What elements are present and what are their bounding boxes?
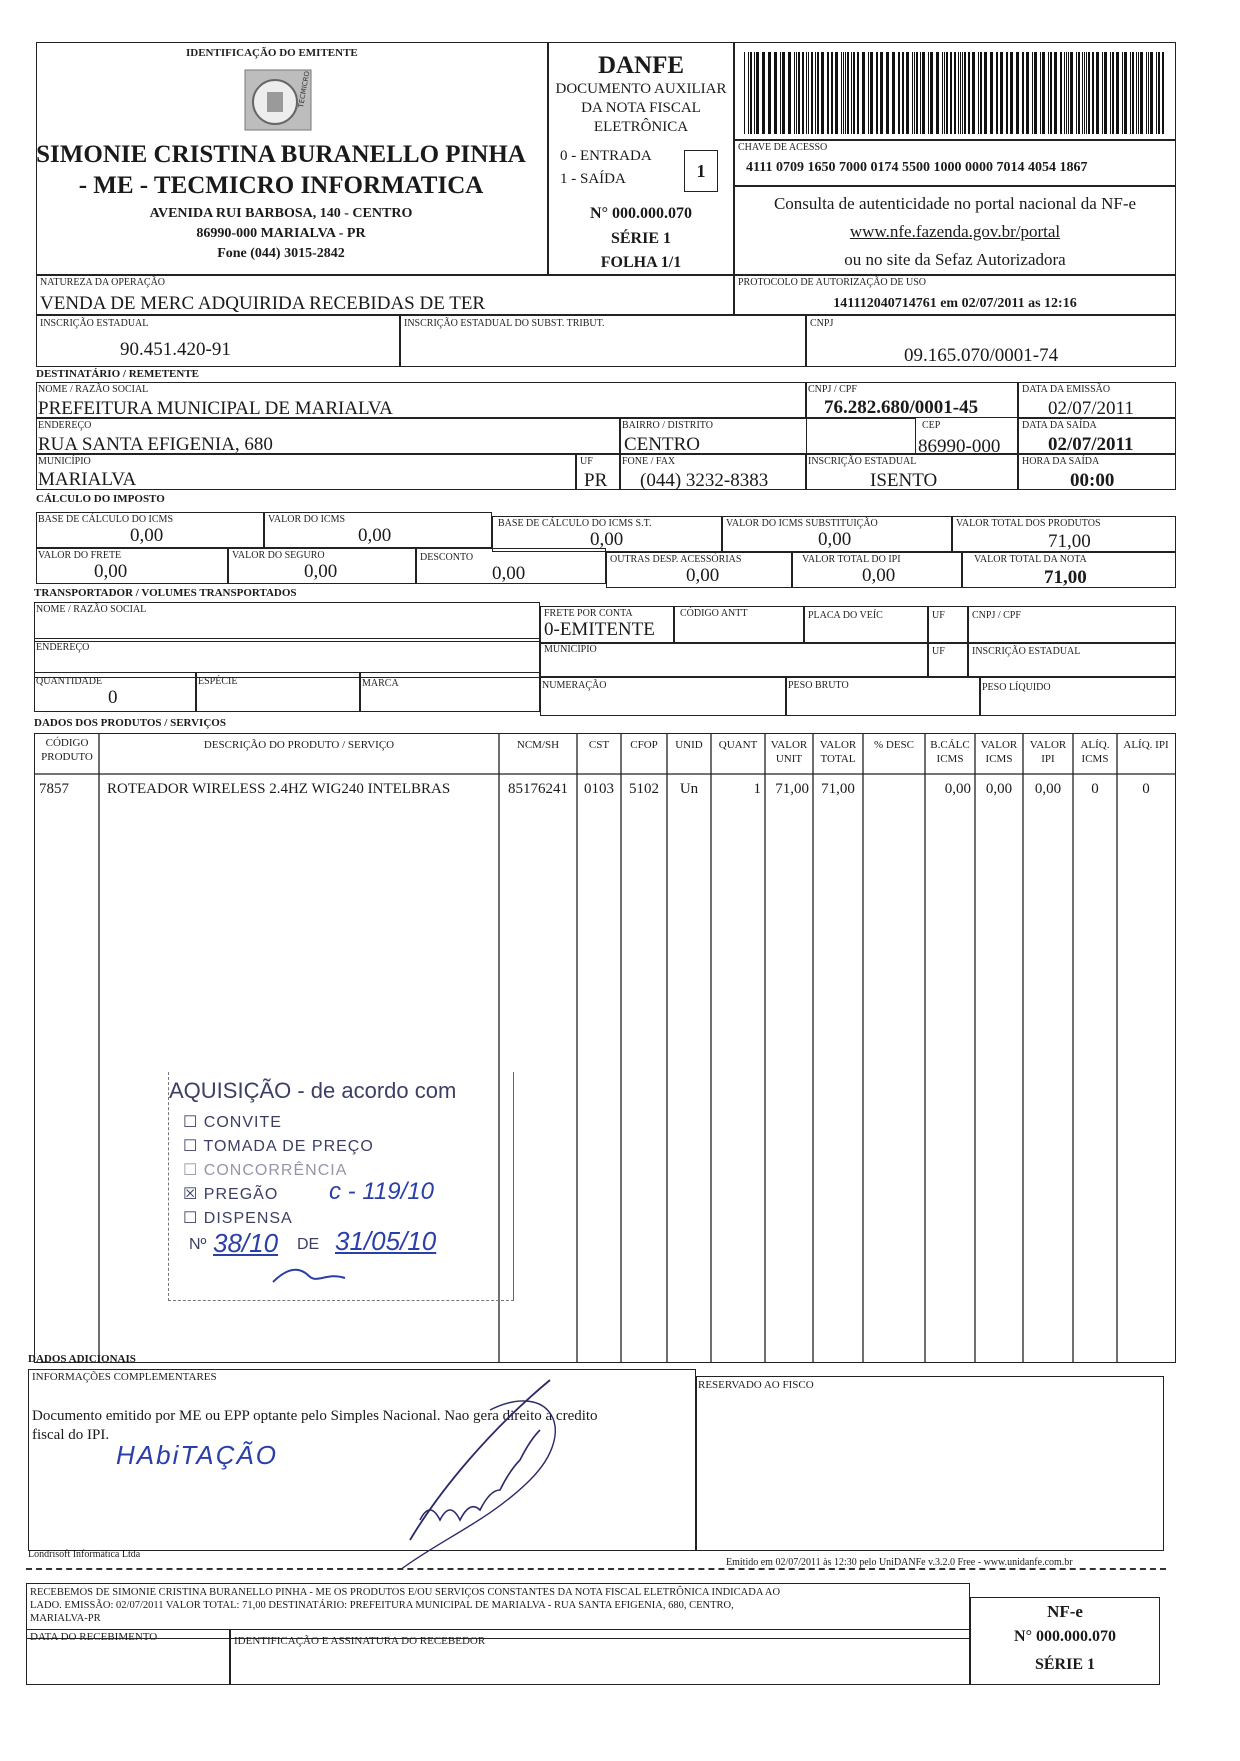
danfe-serie: SÉRIE 1 — [610, 230, 672, 247]
imp-base-icms-label: BASE DE CÁLCULO DO ICMS — [38, 514, 174, 525]
col-ncm: NCM/SH — [516, 739, 560, 751]
barcode-bar — [1040, 52, 1041, 134]
dest-hora-label: HORA DA SAÍDA — [1022, 456, 1100, 467]
table-row-codigo: 7857 — [39, 781, 69, 797]
danfe-numero: N° 000.000.070 — [590, 205, 692, 222]
dest-cnpj-label: CNPJ / CPF — [808, 384, 857, 395]
dest-hora-value: 00:00 — [1070, 470, 1115, 491]
transp-placa-label: PLACA DO VEÍC — [808, 610, 883, 621]
barcode-bar — [928, 52, 929, 134]
emitente-address-line2: 86990-000 MARIALVA - PR — [196, 226, 366, 241]
barcode-bar — [780, 52, 781, 134]
produtos-section: DADOS DOS PRODUTOS / SERVIÇOS — [34, 717, 226, 729]
barcode-bar — [876, 52, 878, 134]
natureza-label: NATUREZA DA OPERAÇÃO — [40, 277, 166, 288]
col-valor-unit: VALOR UNIT — [770, 739, 808, 765]
barcode-bar — [1130, 52, 1131, 134]
company-logo — [243, 68, 313, 132]
col-codigo: CÓDIGO PRODUTO — [41, 737, 93, 763]
table-row-bcalc-icms: 0,00 — [944, 781, 971, 797]
recibo-text3: MARIALVA-PR — [30, 1613, 101, 1624]
barcode-bar — [798, 52, 800, 134]
dest-municipio-label: MUNICÍPIO — [38, 456, 91, 467]
destinatario-section: DESTINATÁRIO / REMETENTE — [36, 368, 199, 380]
transp-frete-value: 0-EMITENTE — [544, 619, 655, 640]
fisco-box — [696, 1376, 1164, 1551]
barcode-bar — [845, 52, 846, 134]
barcode-bar — [821, 52, 824, 134]
emitente-name-line2: - ME - TECMICRO INFORMATICA — [78, 172, 484, 199]
handwritten-signature — [380, 1370, 620, 1570]
barcode-bar — [886, 52, 889, 134]
dest-emissao-label: DATA DA EMISSÃO — [1022, 384, 1111, 395]
barcode-bar — [1156, 52, 1157, 134]
dest-saida-value: 02/07/2011 — [1048, 434, 1134, 455]
recibo-data-label: DATA DO RECEBIMENTO — [30, 1631, 158, 1643]
barcode-bar — [862, 52, 865, 134]
barcode-bar — [1060, 52, 1062, 134]
info-text1: Documento emitido por ME ou EPP optante pelo Simples Nacional. Nao gera direito a credito — [32, 1408, 598, 1424]
barcode-bar — [972, 52, 975, 134]
imp-desconto-label: DESCONTO — [420, 552, 474, 563]
barcode-bar — [1148, 52, 1149, 134]
barcode-bar — [1026, 52, 1029, 134]
imposto-section: CÁLCULO DO IMPOSTO — [36, 493, 165, 505]
dest-nome-value: PREFEITURA MUNICIPAL DE MARIALVA — [38, 398, 393, 419]
imp-total-produtos-label: VALOR TOTAL DOS PRODUTOS — [956, 518, 1101, 529]
consulta-url[interactable]: www.nfe.fazenda.gov.br/portal — [849, 222, 1061, 241]
barcode-bar — [964, 52, 966, 134]
imp-seguro-value: 0,00 — [304, 561, 338, 582]
barcode-bar — [1078, 52, 1080, 134]
barcode-bar — [1096, 52, 1099, 134]
recibo-ident-label: IDENTIFICAÇÃO E ASSINATURA DO RECEBEDOR — [234, 1635, 486, 1647]
barcode-bar — [1122, 52, 1123, 134]
barcode-bar — [946, 52, 948, 134]
barcode-bar — [796, 52, 797, 134]
stamp-opt-concorrencia: ☐ CONCORRÊNCIA — [183, 1162, 348, 1179]
stamp-no-hand: 38/10 — [213, 1228, 279, 1258]
barcode-bar — [756, 52, 759, 134]
barcode-bar — [960, 52, 961, 134]
chave-value: 4111 0709 1650 7000 0174 5500 1000 0000 7014 4054 1867 — [746, 160, 1088, 175]
barcode-bar — [1022, 52, 1024, 134]
emitente-phone: Fone (044) 3015-2842 — [217, 246, 345, 261]
table-row-cfop: 5102 — [629, 781, 659, 797]
imp-desconto-value: 0,00 — [492, 563, 526, 584]
col-unid: UNID — [675, 739, 703, 751]
barcode-bar — [1150, 52, 1153, 134]
ie-label: INSCRIÇÃO ESTADUAL — [40, 318, 149, 329]
barcode-bar — [853, 52, 855, 134]
barcode-bar — [1064, 52, 1065, 134]
barcode-bar — [914, 52, 915, 134]
transp-municipio-label: MUNICÍPIO — [544, 644, 597, 655]
barcode-bar — [1032, 52, 1033, 134]
barcode-bar — [1050, 52, 1052, 134]
chave-label: CHAVE DE ACESSO — [738, 142, 828, 153]
barcode-bar — [831, 52, 833, 134]
transp-numeracao-label: NUMERAÇÃO — [542, 680, 607, 691]
dest-fone-value: (044) 3232-8383 — [640, 470, 769, 491]
barcode-bar — [851, 52, 852, 134]
barcode-bar — [898, 52, 900, 134]
danfe-entrada: 0 - ENTRADA — [560, 148, 652, 164]
barcode-bar — [843, 52, 844, 134]
table-row-valor-icms: 0,00 — [985, 781, 1013, 797]
natureza-value: VENDA DE MERC ADQUIRIDA RECEBIDAS DE TER — [40, 293, 486, 314]
barcode-bar — [920, 52, 921, 134]
barcode-bar — [962, 52, 963, 134]
barcode-bar — [1066, 52, 1067, 134]
table-row-aliq-icms: 0 — [1091, 781, 1099, 797]
transp-nome-label: NOME / RAZÃO SOCIAL — [36, 604, 147, 615]
stamp-signature — [269, 1262, 349, 1292]
imp-total-produtos-value: 71,00 — [1048, 531, 1091, 552]
barcode-bar — [1000, 52, 1003, 134]
imp-valor-st-value: 0,00 — [818, 529, 852, 550]
imp-base-st-label: BASE DE CÁLCULO DO ICMS S.T. — [498, 518, 652, 529]
barcode-bar — [794, 52, 795, 134]
stamp-opt-concorrencia-text: CONCORRÊNCIA — [203, 1162, 348, 1179]
transp-peso-bruto-label: PESO BRUTO — [788, 680, 849, 691]
barcode-bar — [968, 52, 970, 134]
barcode-bar — [950, 52, 952, 134]
cnpj-label: CNPJ — [810, 318, 834, 329]
barcode-bar — [1016, 52, 1019, 134]
barcode-bar — [870, 52, 873, 134]
col-descricao: DESCRIÇÃO DO PRODUTO / SERVIÇO — [203, 739, 395, 751]
table-row-descricao: ROTEADOR WIRELESS 2.4HZ WIG240 INTELBRAS — [107, 781, 451, 797]
dest-municipio-value: MARIALVA — [38, 469, 137, 490]
transp-marca-label: MARCA — [362, 678, 399, 689]
recibo-text1: RECEBEMOS DE SIMONIE CRISTINA BURANELLO PINHA - ME OS PRODUTOS E/OU SERVIÇOS CONSTANTES DA NOTA FISCAL ELETRÔNICA INDICADA AO — [30, 1587, 781, 1598]
dest-bairro-label: BAIRRO / DISTRITO — [622, 420, 713, 431]
barcode-bar — [1086, 52, 1087, 134]
consulta-text2: ou no site da Sefaz Autorizadora — [844, 250, 1066, 269]
barcode-bar — [835, 52, 838, 134]
table-row-valor-total: 71,00 — [821, 781, 855, 797]
barcode-bar — [1054, 52, 1057, 134]
software-credit: Londrisoft Informática Ltda — [28, 1549, 141, 1560]
col-aliq-icms: ALÍQ. ICMS — [1080, 739, 1110, 765]
dest-ie-value: ISENTO — [870, 470, 938, 491]
table-row-ncm: 85176241 — [508, 781, 568, 797]
ie-value: 90.451.420-91 — [120, 339, 231, 360]
emitente-section-label: IDENTIFICAÇÃO DO EMITENTE — [186, 47, 358, 59]
barcode-bar — [811, 52, 813, 134]
barcode-bar — [847, 52, 849, 134]
barcode-bar — [841, 52, 842, 134]
stamp-title: AQUISIÇÃO - de acordo com — [169, 1078, 457, 1103]
transp-endereco-label: ENDEREÇO — [36, 642, 90, 653]
transp-uf2-label: UF — [932, 646, 945, 657]
stamp-opt-tomada: ☐ TOMADA DE PREÇO — [183, 1138, 374, 1155]
transp-uf-label: UF — [932, 610, 945, 621]
danfe-title: DANFE — [597, 52, 685, 79]
dest-endereco-value: RUA SANTA EFIGENIA, 680 — [38, 434, 273, 455]
barcode-bar — [815, 52, 816, 134]
protocolo-value: 141112040714761 em 02/07/2011 as 12:16 — [833, 296, 1077, 311]
recibo-nfe: NF-e — [1047, 1602, 1083, 1621]
imp-seguro-label: VALOR DO SEGURO — [232, 550, 325, 561]
recibo-numero: N° 000.000.070 — [1014, 1628, 1116, 1645]
barcode-bar — [930, 52, 933, 134]
barcode-bar — [1076, 52, 1077, 134]
barcode-bar — [1102, 52, 1103, 134]
barcode-bar — [1048, 52, 1049, 134]
hand-note: HAbiTAÇÃO — [116, 1440, 278, 1470]
transportador-section: TRANSPORTADOR / VOLUMES TRANSPORTADOS — [34, 587, 297, 599]
barcode-bar — [958, 52, 959, 134]
barcode-bar — [902, 52, 904, 134]
barcode-bar — [1136, 52, 1137, 134]
col-cst: CST — [588, 739, 610, 751]
col-aliq-ipi: ALÍQ. IPI — [1123, 739, 1169, 751]
stamp-no-label: Nº — [189, 1236, 207, 1253]
transp-antt-label: CÓDIGO ANTT — [680, 608, 748, 619]
barcode-bar — [806, 52, 807, 134]
logo-text: TECMICRO — [297, 70, 312, 109]
stamp-opt-dispensa-text: DISPENSA — [203, 1210, 293, 1227]
imp-total-nota-value: 71,00 — [1044, 567, 1087, 588]
barcode-bar — [1112, 52, 1114, 134]
barcode-bar — [1116, 52, 1119, 134]
transp-frete-label: FRETE POR CONTA — [544, 608, 633, 619]
table-row-unid: Un — [679, 781, 699, 797]
col-desc: % DESC — [873, 739, 915, 751]
barcode-bar — [1110, 52, 1111, 134]
stamp-pregao-hand: c - 119/10 — [329, 1178, 434, 1205]
barcode-bar — [1104, 52, 1107, 134]
imp-frete-label: VALOR DO FRETE — [38, 550, 122, 561]
stamp-opt-convite: ☐ CONVITE — [183, 1114, 282, 1131]
barcode-bar — [817, 52, 819, 134]
danfe-subtitle2: DA NOTA FISCAL — [581, 100, 701, 116]
transp-quantidade-value: 0 — [108, 687, 118, 708]
table-row-quant: 1 — [753, 781, 761, 797]
recibo-text2: LADO. EMISSÃO: 02/07/2011 VALOR TOTAL: 71,00 DESTINATÁRIO: PREFEITURA MUNICIPAL DE MARIALVA - RUA SANTA EFIGENIA, 680, CENTRO, — [30, 1600, 734, 1611]
barcode-bar — [984, 52, 987, 134]
barcode-bar — [954, 52, 956, 134]
barcode-bar — [868, 52, 869, 134]
barcode-bar — [1092, 52, 1094, 134]
danfe-saida: 1 - SAÍDA — [560, 171, 626, 187]
dest-cep-label: CEP — [922, 420, 941, 431]
stamp-opt-pregao: ☒ PREGÃO — [183, 1186, 279, 1203]
protocolo-label: PROTOCOLO DE AUTORIZAÇÃO DE USO — [738, 277, 926, 288]
danfe-tipo: 1 — [684, 150, 718, 192]
ie-st-label: INSCRIÇÃO ESTADUAL DO SUBST. TRIBUT. — [404, 318, 605, 329]
cut-line — [26, 1568, 1166, 1570]
barcode-bar — [774, 52, 777, 134]
fisco-label: RESERVADO AO FISCO — [698, 1379, 814, 1391]
imp-frete-value: 0,00 — [94, 561, 128, 582]
emitente-name-line1: SIMONIE CRISTINA BURANELLO PINHA — [36, 141, 526, 168]
col-valor-ipi: VALOR IPI — [1029, 739, 1067, 765]
dest-cep-value: 86990-000 — [918, 436, 1001, 457]
barcode-bar — [744, 52, 745, 134]
stamp-opt-dispensa: ☐ DISPENSA — [183, 1210, 293, 1227]
dest-uf-label: UF — [580, 456, 593, 467]
table-row-valor-ipi: 0,00 — [1034, 781, 1062, 797]
barcode-bar — [1158, 52, 1160, 134]
recibo-serie: SÉRIE 1 — [1034, 1656, 1096, 1673]
danfe-folha: FOLHA 1/1 — [600, 254, 682, 271]
barcode-bar — [936, 52, 939, 134]
dest-ie-label: INSCRIÇÃO ESTADUAL — [808, 456, 917, 467]
barcode-bar — [750, 52, 752, 134]
barcode-bar — [1010, 52, 1013, 134]
emitido-footer: Emitido em 02/07/2011 às 12:30 pelo UniDANFe v.3.2.0 Free - www.unidanfe.com.br — [726, 1557, 1073, 1568]
barcode-bar — [827, 52, 829, 134]
imp-valor-icms-value: 0,00 — [358, 525, 392, 546]
imp-total-nota-label: VALOR TOTAL DA NOTA — [974, 554, 1087, 565]
imp-valor-icms-label: VALOR DO ICMS — [268, 514, 346, 525]
barcode-bar — [980, 52, 982, 134]
barcode-bar — [1140, 52, 1143, 134]
barcode-bar — [944, 52, 945, 134]
barcode-bar — [1132, 52, 1134, 134]
barcode-bar — [808, 52, 809, 134]
transp-municipio-box — [540, 642, 928, 678]
transp-ie-label: INSCRIÇÃO ESTADUAL — [972, 646, 1081, 657]
barcode-bar — [802, 52, 804, 134]
dest-nome-label: NOME / RAZÃO SOCIAL — [38, 384, 149, 395]
stamp-opt-convite-text: CONVITE — [203, 1114, 282, 1131]
barcode-bar — [1082, 52, 1083, 134]
barcode-bar — [857, 52, 859, 134]
table-row-valor-unit: 71,00 — [775, 781, 809, 797]
col-quant: QUANT — [718, 739, 758, 751]
barcode-bar — [880, 52, 883, 134]
barcode-bar — [906, 52, 909, 134]
barcode-bar — [762, 52, 765, 134]
col-cfop: CFOP — [630, 739, 658, 751]
barcode-bar — [1042, 52, 1045, 134]
barcode-bar — [1070, 52, 1073, 134]
dest-bairro-value: CENTRO — [624, 434, 700, 455]
barcode-bar — [754, 52, 755, 134]
barcode-bar — [1088, 52, 1090, 134]
barcode-bar — [782, 52, 785, 134]
barcode-bar — [1124, 52, 1127, 134]
danfe-subtitle1: DOCUMENTO AUXILIAR — [555, 81, 727, 97]
barcode-bar — [768, 52, 771, 134]
dest-emissao-value: 02/07/2011 — [1048, 398, 1134, 419]
barcode-bar — [1034, 52, 1037, 134]
cnpj-value: 09.165.070/0001-74 — [904, 345, 1059, 366]
consulta-text1: Consulta de autenticidade no portal nacional da NF-e — [773, 194, 1137, 213]
barcode-bar — [1084, 52, 1085, 134]
dest-fone-label: FONE / FAX — [622, 456, 676, 467]
barcode-bar — [978, 52, 979, 134]
barcode-bar — [1068, 52, 1069, 134]
col-valor-icms: VALOR ICMS — [980, 739, 1018, 765]
stamp-date-hand: 31/05/10 — [335, 1226, 437, 1256]
barcode-bar — [990, 52, 993, 134]
barcode-bar — [996, 52, 998, 134]
transp-especie-label: ESPÉCIE — [198, 676, 238, 687]
aquisicao-stamp — [168, 1072, 514, 1301]
dest-saida-label: DATA DA SAÍDA — [1022, 420, 1097, 431]
transp-quantidade-label: QUANTIDADE — [36, 676, 103, 687]
barcode-bar — [942, 52, 943, 134]
barcode-bar — [922, 52, 925, 134]
imp-ipi-label: VALOR TOTAL DO IPI — [802, 554, 901, 565]
transp-peso-liquido-label: PESO LÍQUIDO — [982, 682, 1051, 693]
barcode-bar — [1162, 52, 1164, 134]
dest-endereco-label: ENDEREÇO — [38, 420, 92, 431]
barcode-bar — [748, 52, 749, 134]
barcode-bar — [1006, 52, 1008, 134]
barcode-bar — [1138, 52, 1139, 134]
barcode-bar — [788, 52, 791, 134]
dest-uf-value: PR — [584, 470, 608, 491]
info-label: INFORMAÇÕES COMPLEMENTARES — [32, 1371, 217, 1383]
adicionais-section: DADOS ADICIONAIS — [28, 1353, 136, 1365]
table-row-aliq-ipi: 0 — [1142, 781, 1150, 797]
imp-outras-label: OUTRAS DESP. ACESSÓRIAS — [610, 554, 742, 565]
imp-valor-st-label: VALOR DO ICMS SUBSTITUIÇÃO — [726, 518, 878, 529]
col-valor-total: VALOR TOTAL — [819, 739, 857, 765]
imp-outras-value: 0,00 — [686, 565, 720, 586]
danfe-subtitle3: ELETRÔNICA — [593, 119, 689, 135]
stamp-de-label: DE — [297, 1236, 320, 1253]
barcode-bar — [912, 52, 913, 134]
col-bcalc-icms: B.CÁLC ICMS — [930, 739, 970, 765]
stamp-opt-pregao-text: PREGÃO — [203, 1186, 279, 1203]
table-row-cst: 0103 — [584, 781, 614, 797]
dest-cnpj-value: 76.282.680/0001-45 — [824, 397, 979, 418]
info-text2: fiscal do IPI. — [32, 1427, 110, 1443]
imp-ipi-value: 0,00 — [862, 565, 896, 586]
imp-base-icms-value: 0,00 — [130, 525, 164, 546]
stamp-opt-tomada-text: TOMADA DE PREÇO — [203, 1138, 374, 1155]
transp-cnpj-label: CNPJ / CPF — [972, 610, 1021, 621]
barcode-bar — [892, 52, 895, 134]
barcode-bar — [916, 52, 918, 134]
barcode-bar — [1146, 52, 1147, 134]
emitente-address-line1: AVENIDA RUI BARBOSA, 140 - CENTRO — [149, 206, 413, 221]
imp-base-st-value: 0,00 — [590, 529, 624, 550]
barcode — [742, 52, 1168, 134]
